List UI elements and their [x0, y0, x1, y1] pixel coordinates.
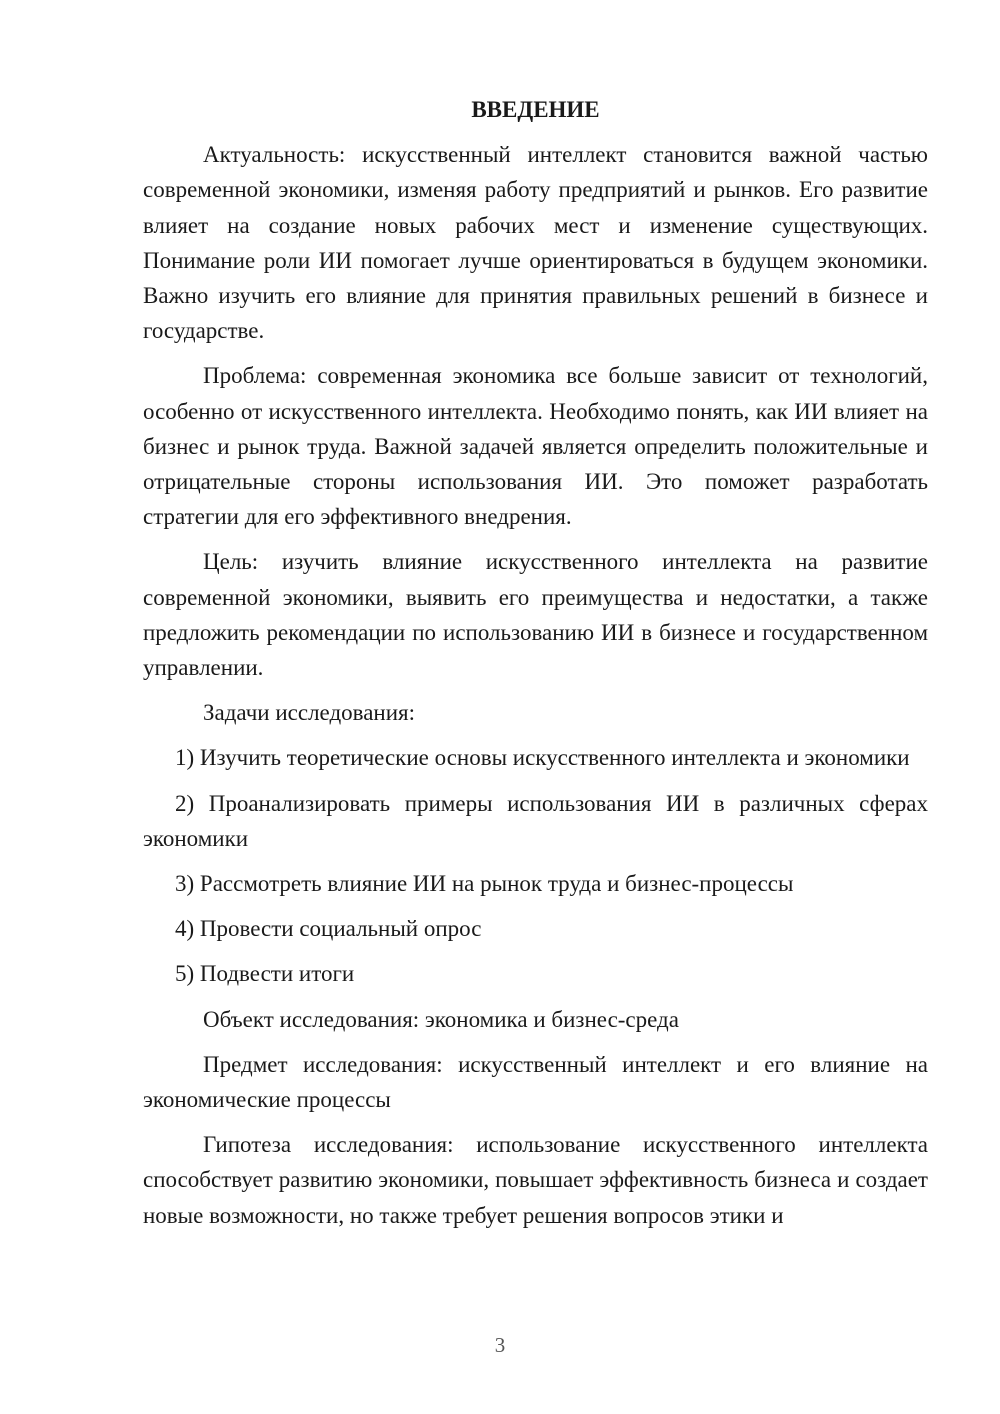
paragraph-subject: Предмет исследования: искусственный интеллект и его влияние на экономические процессы [143, 1051, 928, 1113]
document-page [143, 92, 928, 1243]
section-heading: ВВЕДЕНИЕ [471, 97, 600, 122]
tasks-title: Задачи исследования: [203, 700, 416, 726]
list-item-task-3: 3) Рассмотреть влияние ИИ на рынок труда и бизнес-процессы [175, 871, 794, 897]
paragraph-object: Объект исследования: экономика и бизнес-среда [203, 1006, 679, 1032]
list-item-task-4: 4) Провести социальный опрос [175, 916, 482, 942]
list-item-task-2: 2) Проанализировать примеры использования ИИ в различных сферах экономики [143, 790, 928, 851]
page-number: 3 [494, 1333, 506, 1357]
paragraph-goal: Цель: изучить влияние искусственного интеллекта на развитие современной экономики, выявить его преимущества и недостатки, а также предложить рекомендации по использованию ИИ в бизнесе и государственном управлении. [143, 549, 928, 681]
paragraph-relevance: Актуальность: искусственный интеллект становится важной частью современной экономики, изменяя работу предприятий и рынков. Его развитие влияет на создание новых рабочих мест и изменение существующих. Понимание роли ИИ помогает лучше ориентироваться в будущем экономики. Важно изучить его влияние для принятия правильных решений в бизнесе и государстве. [143, 142, 928, 344]
list-item-task-5: 5) Подвести итоги [175, 961, 355, 987]
list-item-task-1: 1) Изучить теоретические основы искусственного интеллекта и экономики [175, 745, 910, 771]
paragraph-problem: Проблема: современная экономика все больше зависит от технологий, особенно от искусственного интеллекта. Необходимо понять, как ИИ влияет на бизнес и рынок труда. Важной задачей является определить положительные и отрицательные стороны использования ИИ. Это поможет разработать стратегии для его эффективного внедрения. [143, 363, 928, 530]
paragraph-hypothesis: Гипотеза исследования: использование искусственного интеллекта способствует развитию экономики, повышает эффективность бизнеса и создает новые возможности, но также требует решения вопросов этики и [143, 1132, 928, 1228]
